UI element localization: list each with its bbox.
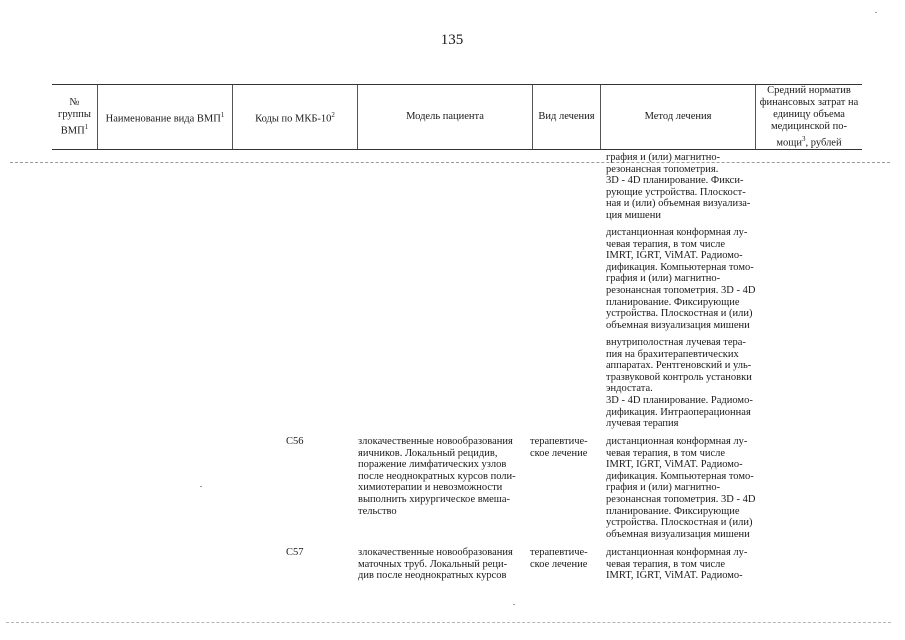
scan-dash-line — [10, 162, 890, 163]
header-treatment-method: Метод лечения — [601, 85, 756, 149]
patient-model-c56: злокачественные новообразования яичников. Локальный рецидив, поражение лимфатических узлов после неоднократных курсов поли- химиотерапии и невозможности выполнить хирургическое вмеша- тельство — [358, 436, 516, 517]
treatment-type-c56: терапевтиче- ское лечение — [530, 436, 588, 459]
method-text-1: графия и (или) магнитно- резонансная топометрия. 3D - 4D планирование. Фикси- рующие устройства. Плоскост- ная и (или) объемная визуализа- ция мишени — [606, 152, 751, 221]
method-text-2: дистанционная конформная лу- чевая терапия, в том числе IMRT, IGRT, ViMAT. Радиомо- дификация. Компьютерная томо- графия и (или) магнитно- резонансная топометрия. 3D - 4D планирование. Фиксирующие устройства. Плоскостная и (или) объемная визуализация мишени — [606, 227, 756, 331]
patient-model-c57: злокачественные новообразования маточных труб. Локальный реци- див после неоднократных курсов — [358, 547, 513, 582]
icd-code-c56: C56 — [286, 436, 304, 447]
header-vmp-name: Наименование вида ВМП$^1$ — [98, 85, 233, 149]
method-text-c56: дистанционная конформная лу- чевая терапия, в том числе IMRT, IGRT, ViMAT. Радиомо- дификация. Компьютерная томо- графия и (или) магнитно- резонансная топометрия. 3D - 4D планирование. Фиксирующие устройства. Плоскостная и (или) объемная визуализация мишени — [606, 436, 756, 540]
scan-speck — [875, 12, 877, 13]
method-text-3: внутриполостная лучевая тера- пия на брахитерапевтических аппаратах. Рентгеновский и уль- тразвуковой контроль установки эндостата. 3D - 4D планирование. Радиомо- дификация. Интраоперационная лучевая терапия — [606, 337, 753, 430]
table-header — [52, 84, 862, 150]
scan-speck — [513, 604, 515, 605]
method-text-c57: дистанционная конформная лу- чевая терапия, в том числе IMRT, IGRT, ViMAT. Радиомо- — [606, 547, 748, 582]
header-financial-norm: Средний норматив финансовых затрат на единицу объема медицинской по-мощи$^3$, рублей — [759, 84, 859, 149]
header-patient-model: Модель пациента — [358, 85, 533, 149]
header-group-number: № группы ВМП$^1$ — [52, 85, 98, 149]
header-icd-codes: Коды по МКБ-$10^2$ — [233, 85, 358, 149]
treatment-type-c57: терапевтиче- ское лечение — [530, 547, 588, 570]
icd-code-c57: C57 — [286, 547, 304, 558]
header-treatment-type: Вид лечения — [533, 85, 601, 149]
page-number: 135 — [440, 32, 464, 48]
scan-speck — [200, 486, 202, 487]
scan-bottom-line — [6, 622, 891, 623]
